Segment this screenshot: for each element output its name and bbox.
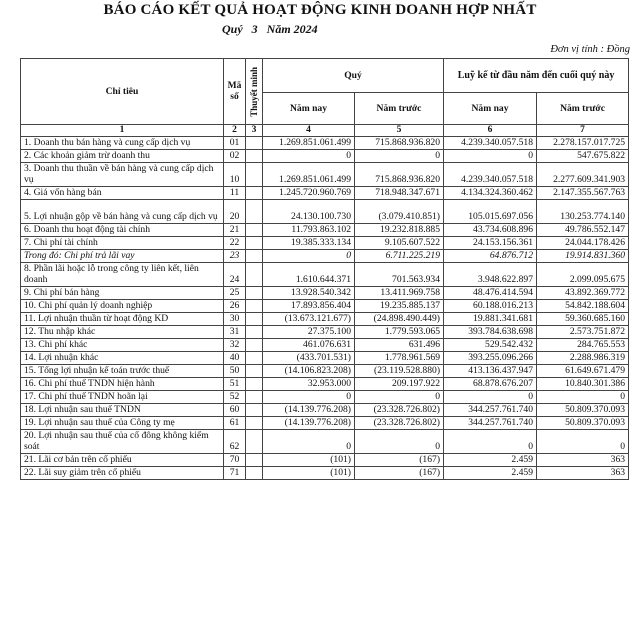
ytd-current-value: 4.239.340.057.518 [444,163,537,187]
row-note [246,300,263,313]
row-code: 11 [224,187,246,200]
table-row [21,313,629,326]
quarter-prior-value: 13.411.969.758 [355,287,444,300]
ytd-current-value: 48.476.414.594 [444,287,537,300]
table-row [21,224,629,237]
ytd-current-value: 2.459 [444,454,537,467]
quarter-prior-value: 209.197.922 [355,378,444,391]
quarter-current-value: 19.385.333.134 [263,237,355,250]
col-index: 6 [444,125,537,137]
table-row [21,150,629,163]
col-index: 2 [224,125,246,137]
ytd-prior-value: 0 [537,391,629,404]
table-body [21,137,629,480]
table-row [21,263,629,287]
quarter-current-value: 0 [263,430,355,454]
row-note [246,187,263,200]
ytd-prior-value: 2.288.986.319 [537,352,629,365]
quarter-current-value: 1.610.644.371 [263,263,355,287]
row-label: 10. Chi phí quản lý doanh nghiệp [21,300,224,313]
row-code: 50 [224,365,246,378]
row-label: Trong đó: Chi phí trả lãi vay [21,250,224,263]
row-note [246,163,263,187]
ytd-prior-value: 2.277.609.341.903 [537,163,629,187]
table-row [21,430,629,454]
row-code: 51 [224,378,246,391]
row-code: 40 [224,352,246,365]
row-note [246,150,263,163]
row-code: 01 [224,137,246,150]
quarter-current-value: (101) [263,454,355,467]
ytd-prior-value: 547.675.822 [537,150,629,163]
row-label: 16. Chi phí thuế TNDN hiện hành [21,378,224,391]
row-code: 52 [224,391,246,404]
row-label: 11. Lợi nhuận thuần từ hoạt động KD [21,313,224,326]
row-note [246,200,263,224]
quarter-current-value: (101) [263,467,355,480]
ytd-current-value: 344.257.761.740 [444,404,537,417]
row-code: 71 [224,467,246,480]
row-note [246,326,263,339]
table-row [21,163,629,187]
row-label: 13. Chi phí khác [21,339,224,352]
ytd-current-value: 393.255.096.266 [444,352,537,365]
period-label: Quý [222,22,243,36]
row-code: 24 [224,263,246,287]
row-note [246,430,263,454]
ytd-prior-value: 19.914.831.360 [537,250,629,263]
quarter-current-value: 0 [263,250,355,263]
quarter-prior-value: 718.948.347.671 [355,187,444,200]
quarter-current-value: 32.953.000 [263,378,355,391]
ytd-prior-value: 54.842.188.604 [537,300,629,313]
row-label: 20. Lợi nhuận sau thuế của cổ đông không kiểm soát [21,430,224,454]
header-q-nam-nay: Năm nay [263,93,355,125]
quarter-prior-value: 0 [355,391,444,404]
table-row [21,352,629,365]
row-note [246,365,263,378]
col-index: 1 [21,125,224,137]
row-note [246,454,263,467]
row-label: 4. Giá vốn hàng bán [21,187,224,200]
quarter-current-value: 24.130.100.730 [263,200,355,224]
period-value: 3 [251,22,258,36]
header-thuyet-minh: Thuyết minh [246,59,263,125]
ytd-current-value: 0 [444,430,537,454]
quarter-current-value: (14.139.776.208) [263,404,355,417]
row-note [246,237,263,250]
ytd-current-value: 4.239.340.057.518 [444,137,537,150]
quarter-current-value: (13.673.121.677) [263,313,355,326]
row-label: 9. Chi phí bán hàng [21,287,224,300]
ytd-current-value: 0 [444,391,537,404]
header-ma-so: Mã số [224,59,246,125]
table-row [21,287,629,300]
ytd-current-value: 19.881.341.681 [444,313,537,326]
ytd-prior-value: 43.892.369.772 [537,287,629,300]
table-row [21,391,629,404]
ytd-prior-value: 2.278.157.017.725 [537,137,629,150]
report-period [222,22,324,37]
row-note [246,352,263,365]
ytd-prior-value: 0 [537,430,629,454]
row-label: 1. Doanh thu bán hàng và cung cấp dịch vụ [21,137,224,150]
ytd-current-value: 43.734.608.896 [444,224,537,237]
quarter-prior-value: 1.779.593.065 [355,326,444,339]
quarter-current-value: 13.928.540.342 [263,287,355,300]
table-row [21,404,629,417]
row-label: 2. Các khoản giảm trừ doanh thu [21,150,224,163]
row-code: 60 [224,404,246,417]
quarter-prior-value: 6.711.225.219 [355,250,444,263]
table-row [21,467,629,480]
table-row [21,300,629,313]
ytd-current-value: 529.542.432 [444,339,537,352]
row-label: 21. Lãi cơ bản trên cổ phiếu [21,454,224,467]
header-ytd-nam-nay: Năm nay [444,93,537,125]
row-note [246,137,263,150]
row-note [246,378,263,391]
row-code: 32 [224,339,246,352]
report-title: BÁO CÁO KẾT QUẢ HOẠT ĐỘNG KINH DOANH HỢP NHẤT [103,2,537,18]
row-label: 12. Thu nhập khác [21,326,224,339]
row-label: 15. Tổng lợi nhuận kế toán trước thuế [21,365,224,378]
row-note [246,404,263,417]
table-row [21,339,629,352]
unit-label: Đơn vị tính : Đồng [550,44,630,55]
ytd-current-value: 3.948.622.897 [444,263,537,287]
row-note [246,417,263,430]
row-label: 6. Doanh thu hoạt động tài chính [21,224,224,237]
quarter-current-value: (14.139.776.208) [263,417,355,430]
quarter-current-value: 1.269.851.061.499 [263,163,355,187]
period-year: Năm 2024 [266,22,318,36]
row-code: 30 [224,313,246,326]
quarter-prior-value: 19.235.885.137 [355,300,444,313]
quarter-prior-value: (23.328.726.802) [355,404,444,417]
quarter-prior-value: 715.868.936.820 [355,137,444,150]
row-code: 26 [224,300,246,313]
ytd-prior-value: 130.253.774.140 [537,200,629,224]
ytd-prior-value: 2.099.095.675 [537,263,629,287]
ytd-current-value: 68.878.676.207 [444,378,537,391]
ytd-current-value: 64.876.712 [444,250,537,263]
header-quy: Quý [263,59,444,93]
col-index: 5 [355,125,444,137]
header-q-nam-truoc: Năm trước [355,93,444,125]
ytd-prior-value: 59.360.685.160 [537,313,629,326]
ytd-prior-value: 363 [537,454,629,467]
quarter-prior-value: 631.496 [355,339,444,352]
table-row [21,237,629,250]
quarter-current-value: 27.375.100 [263,326,355,339]
quarter-prior-value: (167) [355,454,444,467]
table-row [21,454,629,467]
ytd-prior-value: 50.809.370.093 [537,404,629,417]
row-label: 7. Chi phí tài chính [21,237,224,250]
quarter-current-value: (433.701.531) [263,352,355,365]
quarter-prior-value: (3.079.410.851) [355,200,444,224]
quarter-prior-value: 715.868.936.820 [355,163,444,187]
ytd-prior-value: 50.809.370.093 [537,417,629,430]
quarter-current-value: 1.245.720.960.769 [263,187,355,200]
quarter-prior-value: (23.119.528.880) [355,365,444,378]
col-index: 4 [263,125,355,137]
ytd-prior-value: 24.044.178.426 [537,237,629,250]
ytd-prior-value: 10.840.301.386 [537,378,629,391]
row-label: 5. Lợi nhuận gộp về bán hàng và cung cấp dịch vụ [21,200,224,224]
row-code: 31 [224,326,246,339]
income-statement-table [20,58,629,480]
ytd-current-value: 105.015.697.056 [444,200,537,224]
table-row [21,137,629,150]
row-note [246,339,263,352]
header-chi-tieu: Chỉ tiêu [21,59,224,125]
row-label: 8. Phần lãi hoặc lỗ trong công ty liên kết, liên doanh [21,263,224,287]
row-code: 70 [224,454,246,467]
row-note [246,467,263,480]
quarter-current-value: 0 [263,150,355,163]
quarter-prior-value: 9.105.607.522 [355,237,444,250]
row-note [246,287,263,300]
row-label: 22. Lãi suy giảm trên cổ phiếu [21,467,224,480]
row-code: 21 [224,224,246,237]
col-index: 3 [246,125,263,137]
ytd-current-value: 344.257.761.740 [444,417,537,430]
col-index: 7 [537,125,629,137]
quarter-prior-value: 1.778.961.569 [355,352,444,365]
ytd-current-value: 60.188.016.213 [444,300,537,313]
row-code: 02 [224,150,246,163]
ytd-prior-value: 363 [537,467,629,480]
header-ytd-nam-truoc: Năm trước [537,93,629,125]
row-note [246,250,263,263]
row-code: 62 [224,430,246,454]
row-label: 19. Lợi nhuận sau thuế của Công ty mẹ [21,417,224,430]
row-label: 17. Chi phí thuế TNDN hoãn lại [21,391,224,404]
quarter-prior-value: (167) [355,467,444,480]
quarter-current-value: (14.106.823.208) [263,365,355,378]
ytd-current-value: 24.153.156.361 [444,237,537,250]
row-code: 22 [224,237,246,250]
table-row [21,187,629,200]
quarter-prior-value: 701.563.934 [355,263,444,287]
quarter-current-value: 17.893.856.404 [263,300,355,313]
table-row [21,365,629,378]
table-row [21,417,629,430]
ytd-current-value: 4.134.324.360.462 [444,187,537,200]
quarter-prior-value: (23.328.726.802) [355,417,444,430]
quarter-current-value: 1.269.851.061.499 [263,137,355,150]
ytd-prior-value: 61.649.671.479 [537,365,629,378]
ytd-current-value: 0 [444,150,537,163]
quarter-prior-value: (24.898.490.449) [355,313,444,326]
row-label: 14. Lợi nhuận khác [21,352,224,365]
ytd-prior-value: 49.786.552.147 [537,224,629,237]
ytd-prior-value: 2.147.355.567.763 [537,187,629,200]
quarter-prior-value: 0 [355,150,444,163]
quarter-prior-value: 19.232.818.885 [355,224,444,237]
ytd-current-value: 393.784.638.698 [444,326,537,339]
table-row [21,378,629,391]
row-note [246,263,263,287]
ytd-current-value: 413.136.437.947 [444,365,537,378]
row-code: 61 [224,417,246,430]
row-code: 20 [224,200,246,224]
table-row [21,200,629,224]
ytd-prior-value: 2.573.751.872 [537,326,629,339]
quarter-current-value: 461.076.631 [263,339,355,352]
ytd-prior-value: 284.765.553 [537,339,629,352]
quarter-current-value: 0 [263,391,355,404]
row-code: 25 [224,287,246,300]
quarter-prior-value: 0 [355,430,444,454]
row-label: 18. Lợi nhuận sau thuế TNDN [21,404,224,417]
table-row [21,326,629,339]
row-label: 3. Doanh thu thuần về bán hàng và cung cấp dịch vụ [21,163,224,187]
ytd-current-value: 2.459 [444,467,537,480]
row-code: 23 [224,250,246,263]
row-note [246,313,263,326]
row-note [246,224,263,237]
row-code: 10 [224,163,246,187]
table-row [21,250,629,263]
header-luy-ke: Luỹ kế từ đầu năm đến cuối quý này [444,59,629,93]
row-note [246,391,263,404]
quarter-current-value: 11.793.863.102 [263,224,355,237]
